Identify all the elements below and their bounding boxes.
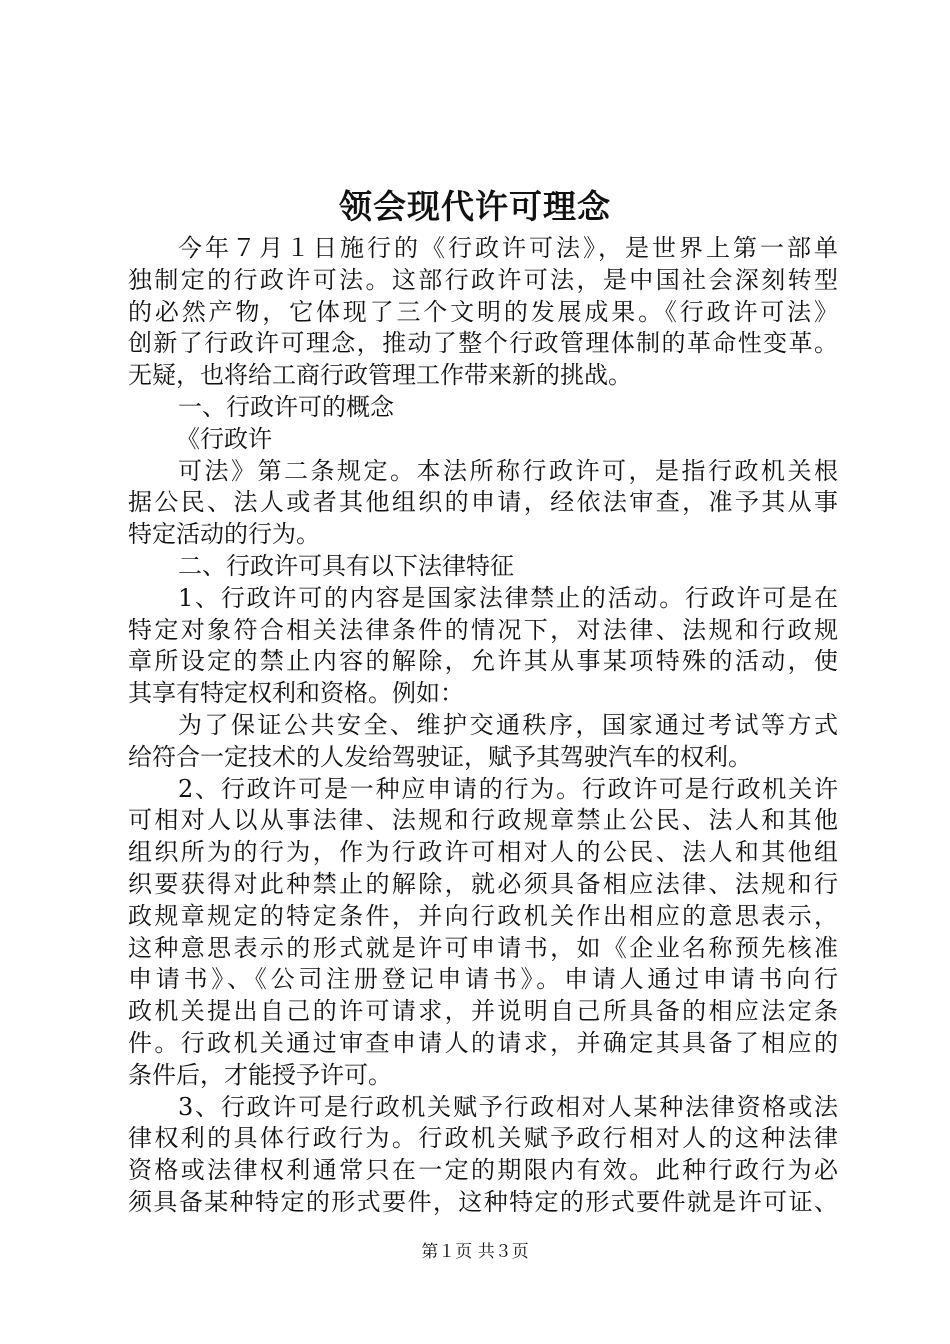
paragraph-line: 须具备某种特定的形式要件，这种特定的形式要件就是许可证、 bbox=[128, 1187, 838, 1216]
paragraph-line: 可法》第二条规定。本法所称行政许可，是指行政机关根 bbox=[178, 456, 838, 485]
paragraph-line: 《行政许 bbox=[176, 424, 272, 453]
paragraph-line: 特定活动的行为。 bbox=[128, 520, 320, 549]
paragraph-line: 律权利的具体行政行为。行政机关赋予政行相对人的这种法律 bbox=[128, 1124, 838, 1153]
paragraph-line: 其享有特定权利和资格。例如： bbox=[128, 679, 464, 708]
paragraph-line: 资格或法律权利通常只在一定的期限内有效。此种行政行为必 bbox=[128, 1156, 838, 1185]
paragraph-line: 1、行政许可的内容是国家法律禁止的活动。行政许可是在 bbox=[178, 583, 838, 612]
paragraph-line: 特定对象符合相关法律条件的情况下，对法律、法规和行政规 bbox=[128, 615, 838, 644]
document-body bbox=[128, 233, 838, 1219]
paragraph-line: 给符合一定技术的人发给驾驶证，赋予其驾驶汽车的权利。 bbox=[128, 742, 752, 771]
paragraph-line: 无疑，也将给工商行政管理工作带来新的挑战。 bbox=[128, 361, 632, 390]
paragraph-line: 2、行政许可是一种应申请的行为。行政许可是行政机关许 bbox=[178, 774, 838, 803]
paragraph-line: 政规章规定的特定条件，并向行政机关作出相应的意思表示， bbox=[128, 901, 838, 930]
paragraph-line: 组织所为的行为，作为行政许可相对人的公民、法人和其他组 bbox=[128, 838, 838, 867]
document-title: 领会现代许可理念 bbox=[339, 187, 611, 226]
section-heading: 二、行政许可具有以下法律特征 bbox=[178, 551, 514, 580]
paragraph-line: 申请书》、《公司注册登记申请书》。申请人通过申请书向行 bbox=[128, 965, 838, 994]
paragraph-line: 织要获得对此种禁止的解除，就必须具备相应法律、法规和行 bbox=[128, 869, 838, 898]
page-footer: 第１页 共３页 bbox=[421, 1242, 529, 1262]
paragraph-line: 独制定的行政许可法。这部行政许可法，是中国社会深刻转型 bbox=[128, 265, 838, 294]
paragraph-line: 3、行政许可是行政机关赋予行政相对人某种法律资格或法 bbox=[178, 1092, 838, 1121]
paragraph-line: 章所设定的禁止内容的解除，允许其从事某项特殊的活动，使 bbox=[128, 647, 838, 676]
paragraph-line: 据公民、法人或者其他组织的申请，经依法审查，准予其从事 bbox=[128, 488, 838, 517]
section-heading: 一、行政许可的概念 bbox=[178, 392, 394, 421]
paragraph-line: 政机关提出自己的许可请求，并说明自己所具备的相应法定条 bbox=[128, 997, 838, 1026]
paragraph-line: 可相对人以从事法律、法规和行政规章禁止公民、法人和其他 bbox=[128, 806, 838, 835]
paragraph-line: 今年７月１日施行的《行政许可法》，是世界上第一部单 bbox=[178, 234, 838, 262]
paragraph-line: 的必然产物，它体现了三个文明的发展成果。《行政许可法》 bbox=[128, 297, 838, 326]
paragraph-line: 创新了行政许可理念，推动了整个行政管理体制的革命性变革。 bbox=[128, 329, 838, 358]
paragraph-line: 件。行政机关通过审查申请人的请求，并确定其具备了相应的 bbox=[128, 1028, 838, 1057]
paragraph-line: 这种意思表示的形式就是许可申请书，如《企业名称预先核准 bbox=[128, 933, 838, 962]
paragraph-line: 条件后，才能授予许可。 bbox=[128, 1060, 392, 1089]
paragraph-line: 为了保证公共安全、维护交通秩序，国家通过考试等方式 bbox=[178, 710, 838, 739]
